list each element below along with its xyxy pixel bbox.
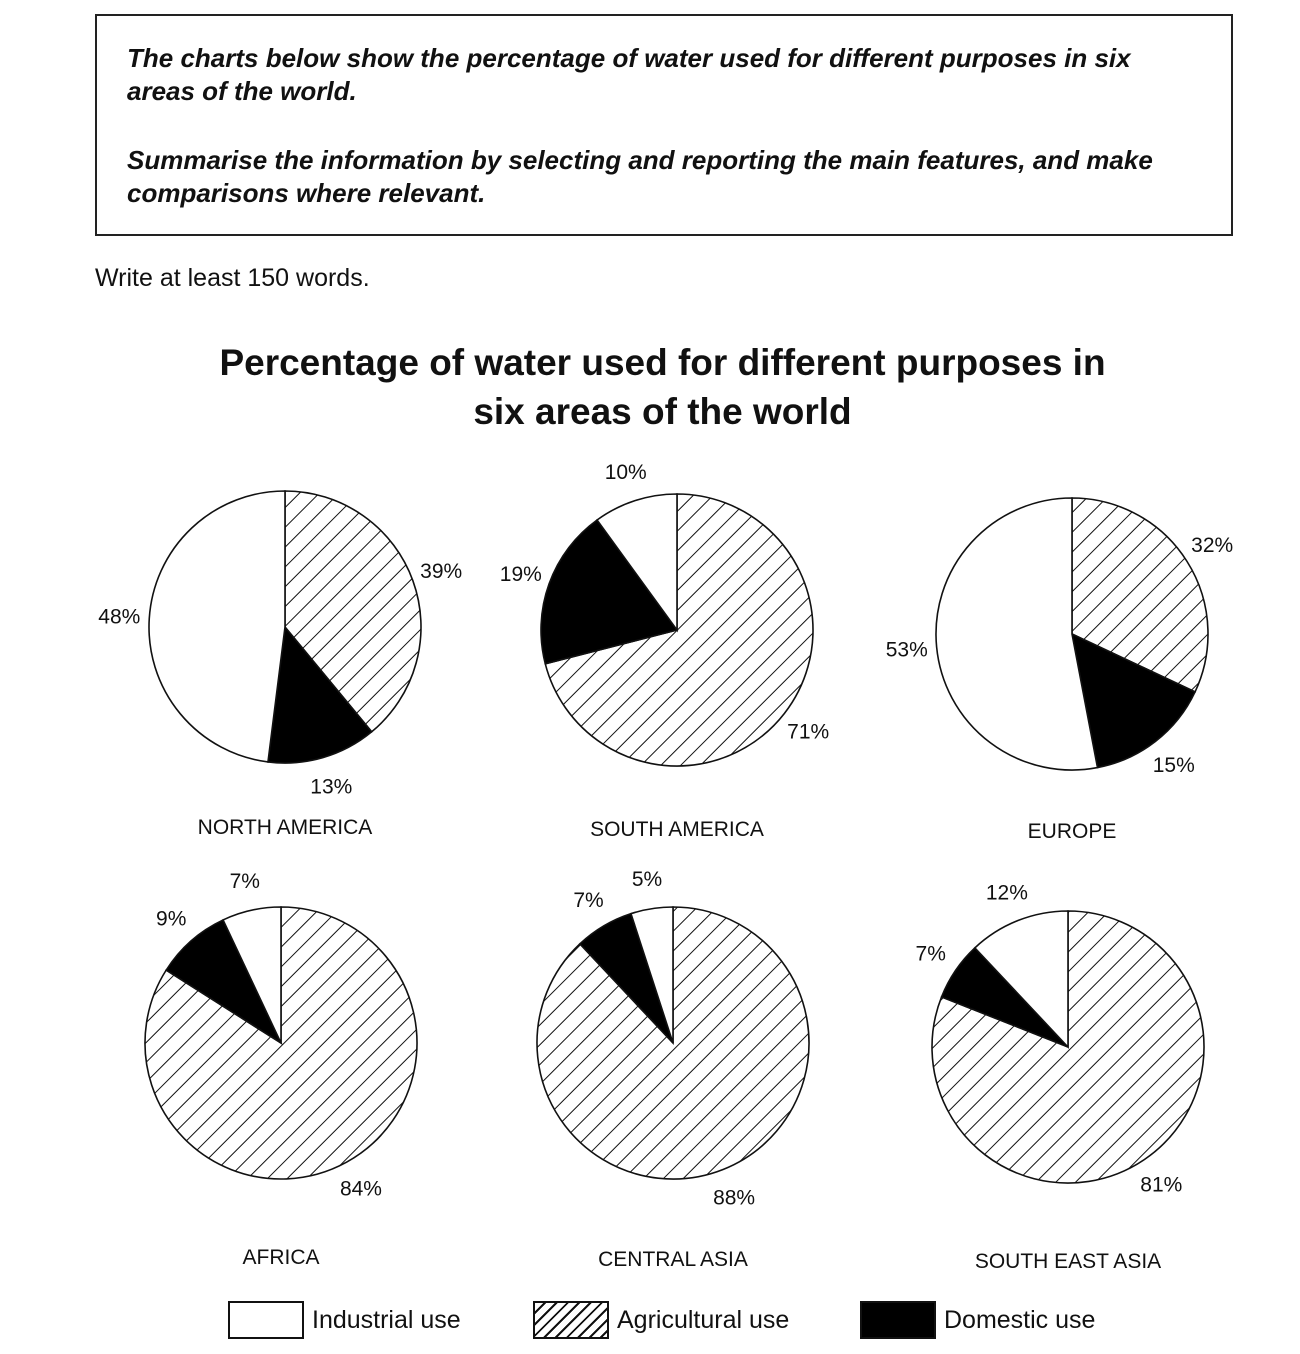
legend-label-domestic: Domestic use [944,1305,1096,1334]
pie-label-central-asia-agricultural: 88% [713,1186,756,1210]
pie-label-south-east-asia-agricultural: 81% [1140,1173,1183,1197]
pie-label-south-america-agricultural: 71% [787,720,830,744]
region-label-europe: EUROPE [1027,820,1117,843]
region-label-south-america: SOUTH AMERICA [590,818,764,841]
pie-label-north-america-agricultural: 39% [420,559,463,583]
pie-label-africa-domestic: 9% [156,907,187,931]
pie-label-central-asia-industrial: 5% [631,868,663,892]
pie-label-africa-agricultural: 84% [339,1177,382,1201]
region-label-central-asia: CENTRAL ASIA [598,1248,748,1271]
chart-title: Percentage of water used for different purposes in six areas of the world [219,342,1106,432]
legend-item-domestic [860,1298,1095,1342]
region-label-south-east-asia: SOUTH EAST ASIA [974,1250,1162,1273]
task-prompt-line-2: Summarise the information by selecting and reporting the main features, and make comparisons where relevant. [127,145,1153,208]
word-count-instruction: Write at least 150 words. [95,264,370,292]
legend-label-agricultural: Agricultural use [617,1305,790,1334]
pie-label-north-america-domestic: 13% [310,775,353,799]
legend-swatch-industrial [228,1301,304,1339]
legend-swatch-domestic [860,1301,936,1339]
pie-label-south-america-industrial: 10% [604,461,647,485]
legend-swatch-agricultural [533,1301,609,1339]
region-label-africa: AFRICA [242,1246,320,1269]
legend-item-industrial [228,1298,461,1342]
legend-label-industrial: Industrial use [312,1305,461,1334]
pie-slice-north-america-industrial [149,491,285,762]
pie-label-europe-agricultural: 32% [1191,534,1234,558]
pie-label-south-america-domestic: 19% [499,562,542,586]
pie-label-africa-industrial: 7% [229,869,260,893]
region-label-north-america: NORTH AMERICA [197,816,373,839]
pie-label-europe-industrial: 53% [885,638,928,662]
pie-label-central-asia-domestic: 7% [573,889,604,913]
pie-label-south-east-asia-industrial: 12% [985,881,1028,905]
task-prompt-line-1: The charts below show the percentage of water used for different purposes in six areas of the world. [127,43,1131,106]
pie-label-south-east-asia-domestic: 7% [915,942,946,966]
pie-label-europe-domestic: 15% [1152,754,1195,778]
pie-label-north-america-industrial: 48% [98,605,141,629]
legend-item-agricultural [533,1298,789,1342]
